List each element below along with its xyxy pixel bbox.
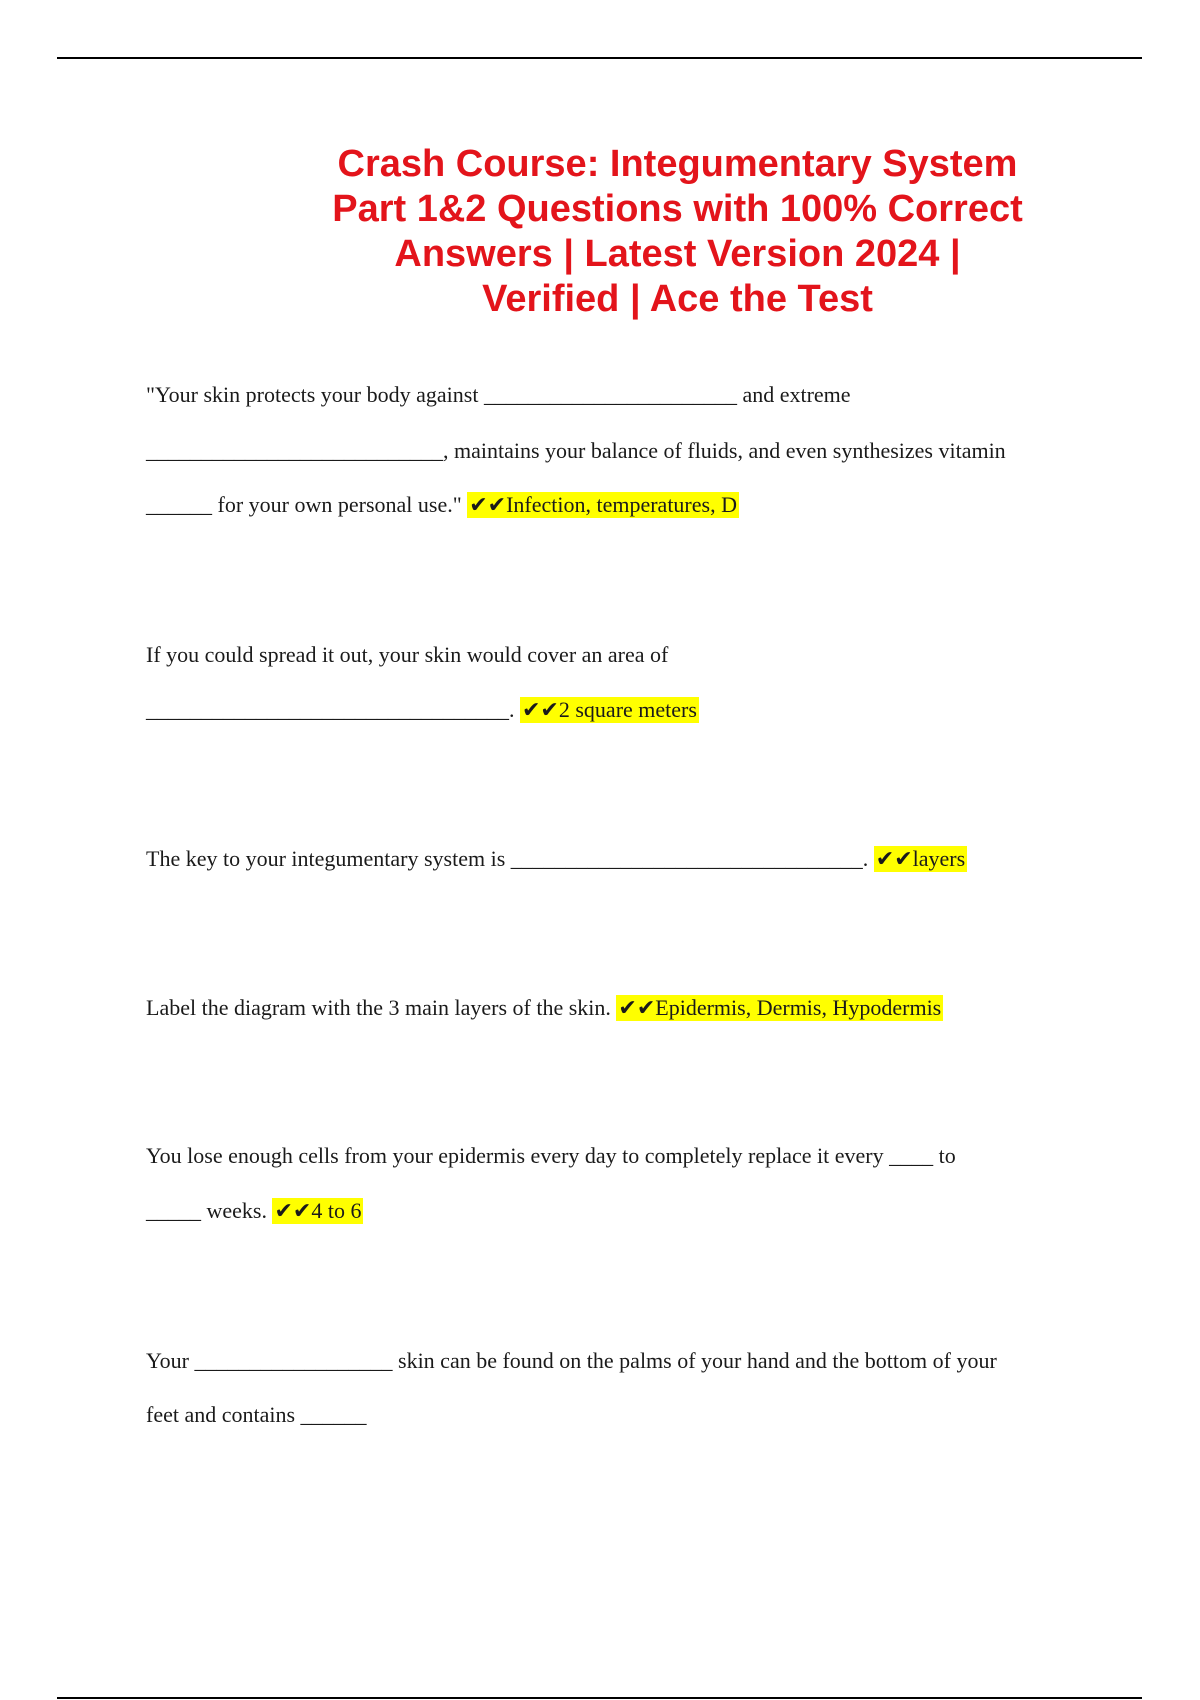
bottom-rule [57,1697,1142,1699]
question-5-line-2 [146,1198,363,1224]
question-1-line-1: "Your skin protects your body against _______________________ and extreme [146,382,851,407]
document-title [300,142,1055,322]
question-2-line-1: If you could spread it out, your skin would cover an area of [146,642,669,667]
question-text: The key to your integumentary system is ________________________________. [146,846,869,871]
question-text: Label the diagram with the 3 main layers of the skin. [146,995,611,1020]
title-line: Crash Course: Integumentary System [337,143,1018,185]
answer-highlight: ✔✔layers [875,846,966,871]
question-1-line-2: ___________________________, maintains your balance of fluids, and even synthesizes vitamin [146,438,1006,463]
question-1-line-3 [146,492,739,518]
answer-highlight: ✔✔Infection, temperatures, D [469,492,737,517]
title-line: Verified | Ace the Test [482,278,873,320]
top-rule [57,57,1142,59]
question-5-line-1: You lose enough cells from your epidermis every day to completely replace it every ____ to [146,1143,956,1168]
question-3-line-1 [146,846,967,872]
question-6-line-2: feet and contains ______ [146,1402,367,1427]
question-2-line-2 [146,697,699,723]
title-line: Answers | Latest Version 2024 | [394,233,961,275]
question-6-line-1: Your __________________ skin can be found on the palms of your hand and the bottom of your [146,1348,997,1373]
answer-highlight: ✔✔Epidermis, Dermis, Hypodermis [618,995,942,1020]
question-text: _____ weeks. [146,1198,267,1223]
question-4-line-1 [146,995,943,1021]
answer-highlight: ✔✔2 square meters [522,697,697,722]
title-line: Part 1&2 Questions with 100% Correct [332,188,1023,230]
question-text: _________________________________. [146,697,515,722]
question-text: ______ for your own personal use." [146,492,462,517]
answer-highlight: ✔✔4 to 6 [274,1198,362,1223]
